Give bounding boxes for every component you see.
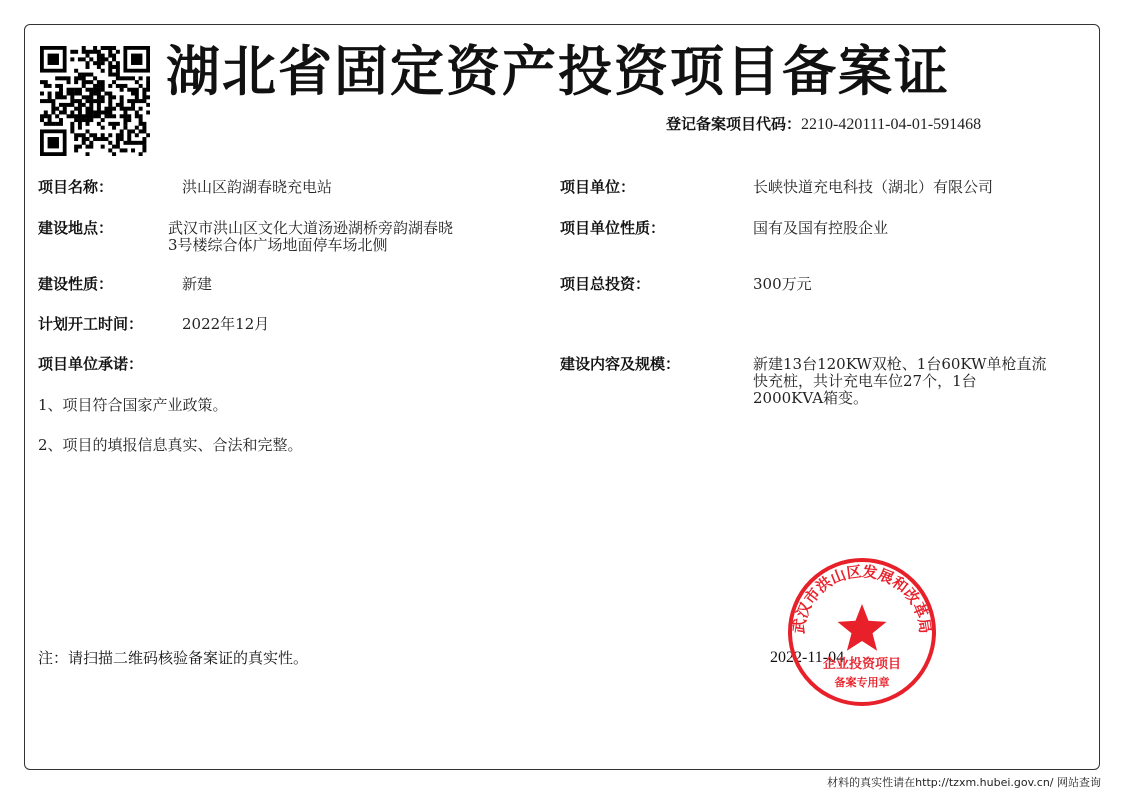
project-code-row (666, 114, 981, 134)
content-scale-line2: 快充桩，共计充电车位27个，1台 (753, 372, 977, 390)
seal-inner-line-2: 备案专用章 (834, 676, 890, 689)
commitment-label: 项目单位承诺： (38, 355, 144, 373)
project-code-label: 登记备案项目代码： (666, 115, 802, 133)
start-time-value: 2022年12月 (182, 315, 270, 333)
seal-inner-line-1: 企业投资项目 (822, 657, 902, 672)
project-name-label: 项目名称： (38, 178, 114, 196)
content-scale-line3: 2000KVA箱变。 (753, 389, 869, 407)
total-investment-label: 项目总投资： (560, 275, 651, 293)
star-icon (838, 604, 887, 651)
certificate-title: 湖北省固定资产投资项目备案证 (166, 40, 950, 103)
seal-ring-text: 武汉市洪山区发展和改革局 (789, 562, 935, 635)
start-time-label: 计划开工时间： (38, 315, 144, 333)
project-unit-label: 项目单位： (560, 178, 636, 196)
issue-date: 2022-11-04 (770, 649, 845, 666)
project-unit-value: 长峡快道充电科技（湖北）有限公司 (753, 178, 994, 196)
location-value-line1: 武汉市洪山区文化大道汤逊湖桥旁韵湖春晓 (168, 219, 454, 237)
location-value-line2: 3号楼综合体广场地面停车场北侧 (168, 236, 388, 254)
build-nature-value: 新建 (182, 275, 213, 293)
unit-nature-label: 项目单位性质： (560, 219, 666, 237)
official-seal (786, 556, 938, 708)
build-nature-label: 建设性质： (38, 275, 114, 293)
location-label: 建设地点： (38, 219, 114, 237)
content-scale-label: 建设内容及规模： (560, 355, 681, 373)
unit-nature-value: 国有及国有控股企业 (753, 219, 889, 237)
total-investment-value: 300万元 (753, 275, 812, 293)
project-code-value: 2210-420111-04-01-591468 (801, 116, 982, 133)
footer-verification-text: 材料的真实性请在http://tzxm.hubei.gov.cn/ 网站查询 (827, 776, 1101, 789)
content-scale-line1: 新建13台120KW双枪、1台60KW单枪直流 (753, 355, 1047, 373)
project-name-value: 洪山区韵湖春晓充电站 (182, 178, 333, 196)
commitment-item-1: 1、项目符合国家产业政策。 (38, 396, 228, 414)
commitment-item-2: 2、项目的填报信息真实、合法和完整。 (38, 436, 303, 454)
verification-note: 注：请扫描二维码核验备案证的真实性。 (38, 649, 309, 667)
qr-code-icon[interactable] (40, 46, 150, 156)
